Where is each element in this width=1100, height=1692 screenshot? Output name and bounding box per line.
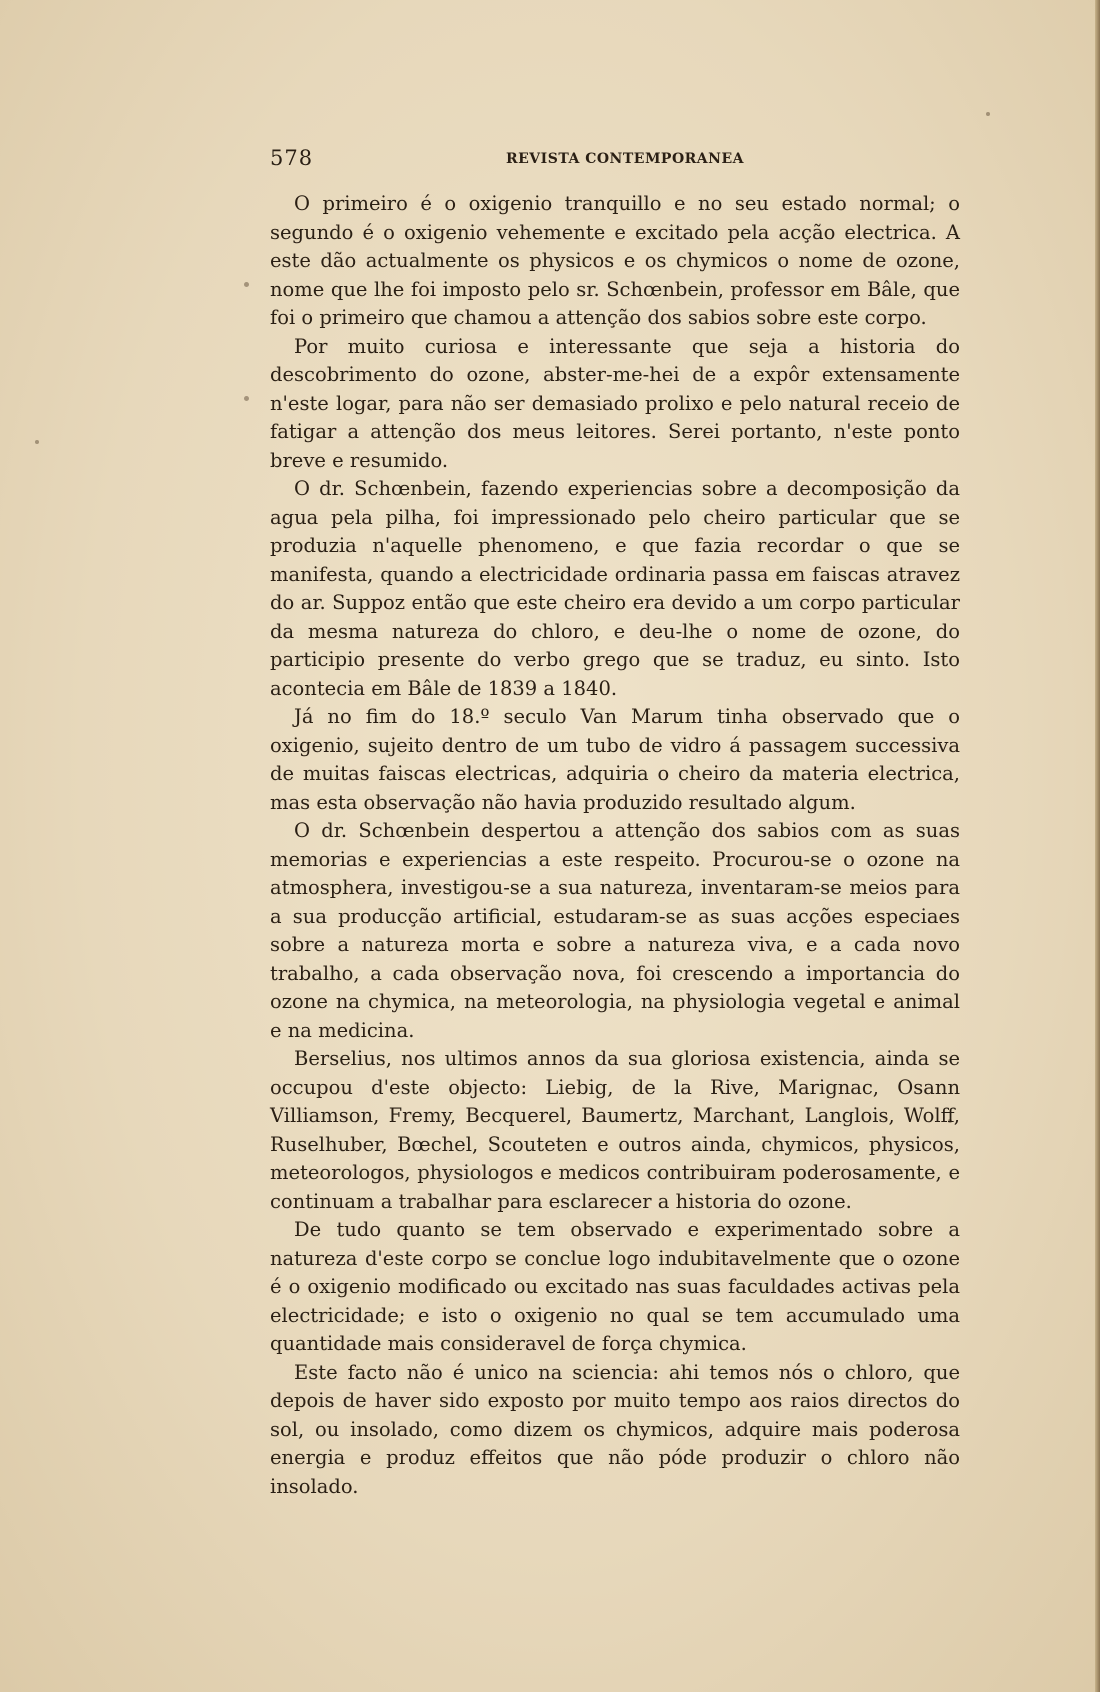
paragraph: Já no fim do 18.º seculo Van Marum tinha observado que o oxigenio, sujeito dentro de um tubo de vidro á passagem successiva de muitas faiscas electricas, adquiria o cheiro da materia electrica, mas esta observação não havia produzido resultado algum. xyxy=(270,705,960,814)
paragraph: O dr. Schœnbein despertou a attenção dos sabios com as suas memorias e experiencias a este respeito. Procurou-se o ozone na atmosphera, investigou-se a sua natureza, inventaram-se meios para a sua producção artificial, estudaram-se as suas acções especiaes sobre a natureza morta e sobre a natureza viva, e a cada novo trabalho, a cada observação nova, foi crescendo a importancia do ozone na chymica, na meteorologia, na physiologia vegetal e animal e na medicina. xyxy=(270,819,960,1042)
running-title: REVISTA CONTEMPORANEA xyxy=(506,151,744,167)
paragraph: O primeiro é o oxigenio tranquillo e no seu estado normal; o segundo é o oxigenio vehemente e excitado pela acção electrica. A este dão actualmente os physicos e os chymicos o nome de ozone, nome que lhe foi imposto pelo sr. Schœnbein, professor em Bâle, que foi o primeiro que chamou a attenção dos sabios sobre este corpo. xyxy=(270,192,960,329)
article-body xyxy=(270,190,960,1501)
paper-speck xyxy=(244,282,249,287)
page-header xyxy=(270,146,930,172)
paper-speck xyxy=(244,396,249,401)
paragraph: De tudo quanto se tem observado e experimentado sobre a natureza d'este corpo se conclue logo indubitavelmente que o ozone é o oxigenio modificado ou excitado nas suas faculdades activas pela electricidade; e isto o oxigenio no qual se tem accumulado uma quantidade mais consideravel de força chymica. xyxy=(270,1218,960,1355)
paper-speck xyxy=(35,440,39,444)
page-edge xyxy=(1095,0,1100,1692)
paragraph: Este facto não é unico na sciencia: ahi temos nós o chloro, que depois de haver sido exposto por muito tempo aos raios directos do sol, ou insolado, como dizem os chymicos, adquire mais poderosa energia e produz effeitos que não póde produzir o chloro não insolado. xyxy=(270,1360,960,1498)
paragraph: Berselius, nos ultimos annos da sua gloriosa existencia, ainda se occupou d'este objecto: Liebig, de la Rive, Marignac, Osann Villiamson, Fremy, Becquerel, Baumertz, Marchant, Langlois, Wolff, Ruselhuber, Bœchel, Scouteten e outros ainda, chymicos, physicos, meteorologos, physiologos e medicos contribuiram poderosamente, e continuam a trabalhar para esclarecer a historia do ozone. xyxy=(270,1047,960,1213)
paragraph: O dr. Schœnbein, fazendo experiencias sobre a decomposição da agua pela pilha, foi impressionado pelo cheiro particular que se produzia n'aquelle phenomeno, e que fazia recordar o que se manifesta, quando a electricidade ordinaria passa em faiscas atravez do ar. Suppoz então que este cheiro era devido a um corpo particular da mesma natureza do chloro, e deu-lhe o nome de ozone, do participio presente do verbo grego que se traduz, eu sinto. Isto acontecia em Bâle de 1839 a 1840. xyxy=(270,477,960,700)
page-number: 578 xyxy=(270,146,314,170)
paper-speck xyxy=(986,112,990,116)
paragraph: Por muito curiosa e interessante que seja a historia do descobrimento do ozone, abster-me-hei de a expôr extensamente n'este logar, para não ser demasiado prolixo e pelo natural receio de fatigar a attenção dos meus leitores. Serei portanto, n'este ponto breve e resumido. xyxy=(270,334,960,472)
